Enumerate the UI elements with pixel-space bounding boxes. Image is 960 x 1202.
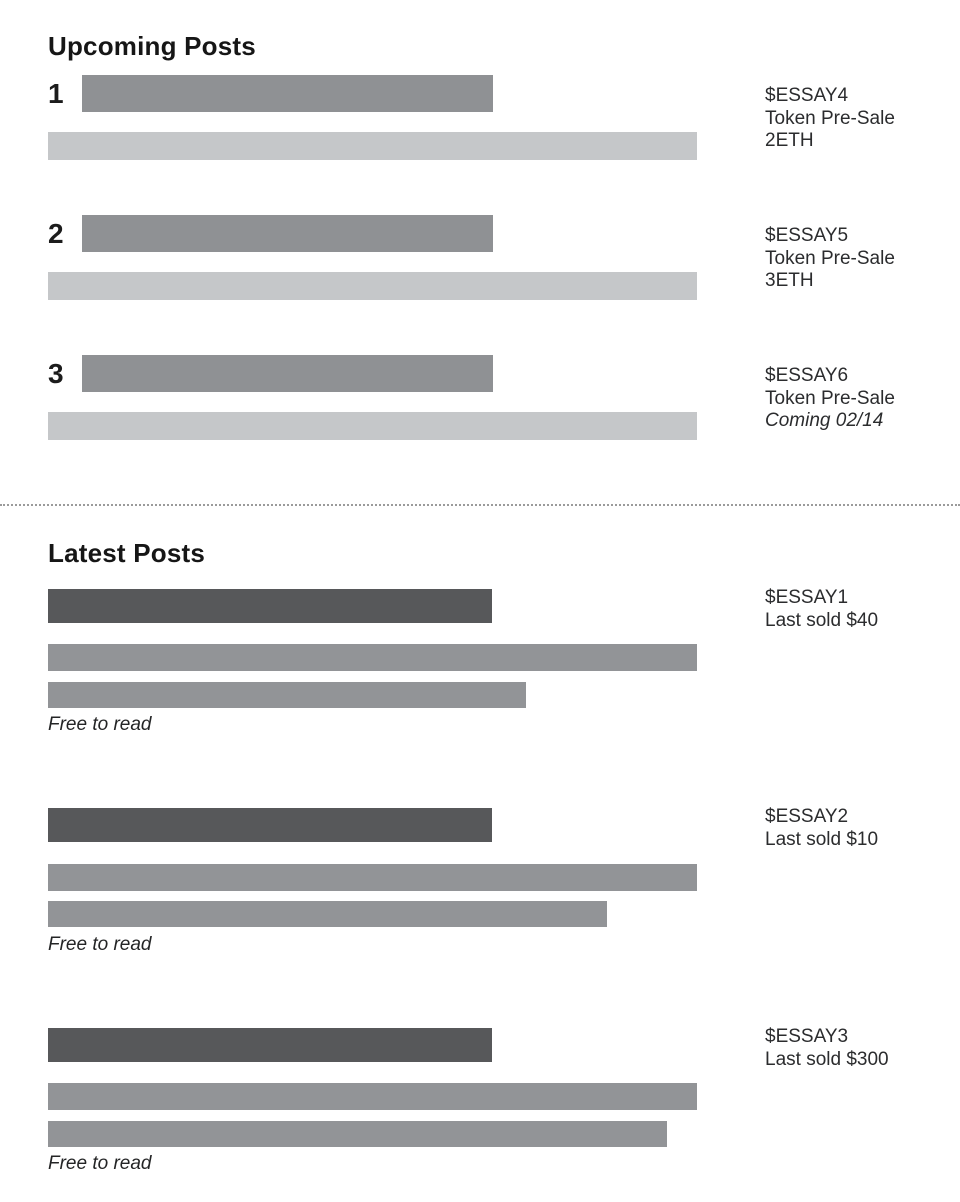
post-price: 3ETH [765, 270, 814, 291]
post-release-date: Coming 02/14 [765, 410, 884, 431]
post-subtitle-placeholder-bar [48, 272, 697, 300]
post-meta [765, 225, 955, 293]
section-divider [0, 504, 960, 506]
post-subtitle-placeholder-bar [48, 132, 697, 160]
post-subtitle-placeholder-bar [48, 412, 697, 440]
post-title-placeholder-bar [48, 808, 492, 842]
post-ticker: $ESSAY4 [765, 85, 849, 106]
post-ticker: $ESSAY1 [765, 587, 849, 608]
post-meta [765, 85, 955, 153]
post-sale-type: Token Pre-Sale [765, 107, 895, 129]
post-last-sold: Last sold $10 [765, 828, 879, 850]
post-last-sold: Last sold $300 [765, 1048, 889, 1070]
post-rank-number: 2 [48, 217, 64, 249]
post-title-placeholder-bar [48, 589, 492, 623]
post-last-sold: Last sold $40 [765, 609, 879, 631]
post-price: 2ETH [765, 130, 814, 151]
post-meta [765, 365, 955, 433]
post-rank-number: 3 [48, 357, 64, 389]
post-sale-type: Token Pre-Sale [765, 247, 895, 269]
post-ticker: $ESSAY2 [765, 806, 849, 827]
post-excerpt-placeholder-bar [48, 1083, 697, 1110]
latest-posts-heading: Latest Posts [48, 538, 206, 569]
upcoming-posts-heading: Upcoming Posts [48, 31, 256, 62]
post-sale-type: Token Pre-Sale [765, 387, 895, 409]
post-ticker: $ESSAY3 [765, 1026, 849, 1047]
post-meta [765, 806, 955, 851]
post-excerpt-placeholder-bar [48, 1121, 667, 1147]
post-excerpt-placeholder-bar [48, 644, 697, 671]
post-excerpt-placeholder-bar [48, 682, 526, 708]
post-excerpt-placeholder-bar [48, 864, 697, 891]
post-meta [765, 1026, 955, 1071]
free-to-read-label: Free to read [48, 1153, 152, 1174]
free-to-read-label: Free to read [48, 714, 152, 735]
post-excerpt-placeholder-bar [48, 901, 607, 927]
post-ticker: $ESSAY6 [765, 365, 849, 386]
post-title-placeholder-bar [82, 355, 493, 392]
post-title-placeholder-bar [48, 1028, 492, 1062]
post-rank-number: 1 [48, 77, 64, 109]
post-meta [765, 587, 955, 632]
free-to-read-label: Free to read [48, 934, 152, 955]
post-title-placeholder-bar [82, 215, 493, 252]
post-ticker: $ESSAY5 [765, 225, 849, 246]
post-title-placeholder-bar [82, 75, 493, 112]
